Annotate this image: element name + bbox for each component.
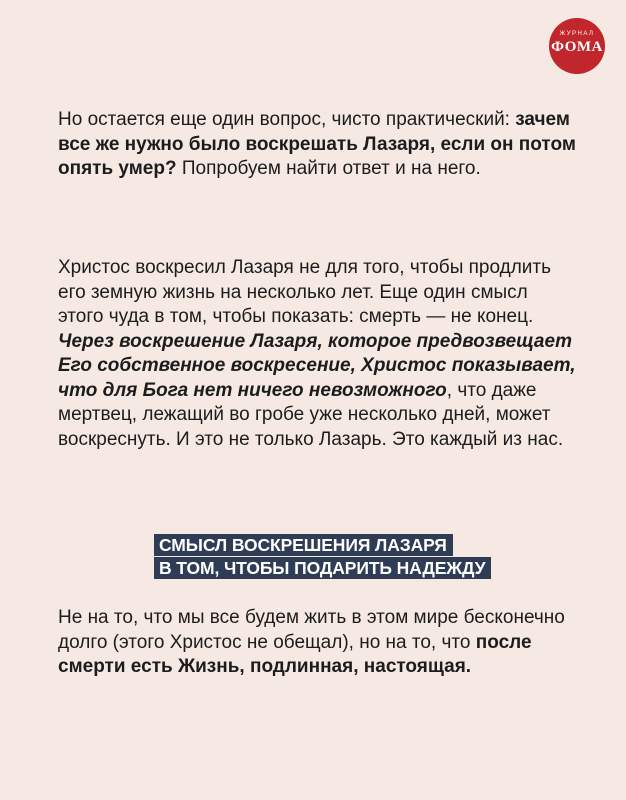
paragraph-conclusion [58, 606, 578, 680]
highlight-line-1: СМЫСЛ ВОСКРЕШЕНИЯ ЛАЗАРЯ [154, 534, 453, 556]
highlight-line-2: В ТОМ, ЧТОБЫ ПОДАРИТЬ НАДЕЖДУ [154, 557, 491, 579]
paragraph-text: Христос воскресил Лазаря не для того, чтобы продлить его земную жизнь на несколько лет. Еще один смысл этого чуда в том, чтобы показать: смерть — не конец. [58, 257, 552, 327]
logo-subtitle: ЖУРНАЛ [559, 31, 595, 37]
paragraph-bold-italic-text: Через воскрешение Лазаря, которое предвозвещает Его собственное воскресение, Христос показывает, что для Бога нет ничего невозможного [58, 330, 576, 401]
paragraph-bold-text: зачем все же нужно было воскрешать Лазаря, если он потом опять умер? [58, 109, 576, 179]
paragraph-explanation [58, 256, 578, 452]
logo-title: ФОМА [551, 39, 603, 55]
paragraph-text: Попробуем найти ответ и на него. [176, 158, 481, 179]
paragraph-question [58, 108, 578, 182]
paragraph-text: Не на то, что мы все будем жить в этом мире бесконечно долго (этого Христос не обещал), но на то, что [58, 607, 565, 653]
paragraph-text: Но остается еще один вопрос, чисто практический: [58, 109, 516, 130]
paragraph-text: , что даже мертвец, лежащий во гробе уже несколько дней, может воскреснуть. И это не только Лазарь. Это каждый из нас. [58, 379, 564, 450]
paragraph-bold-text: после смерти есть Жизнь, подлинная, настоящая. [58, 631, 532, 677]
foma-logo [549, 18, 605, 74]
